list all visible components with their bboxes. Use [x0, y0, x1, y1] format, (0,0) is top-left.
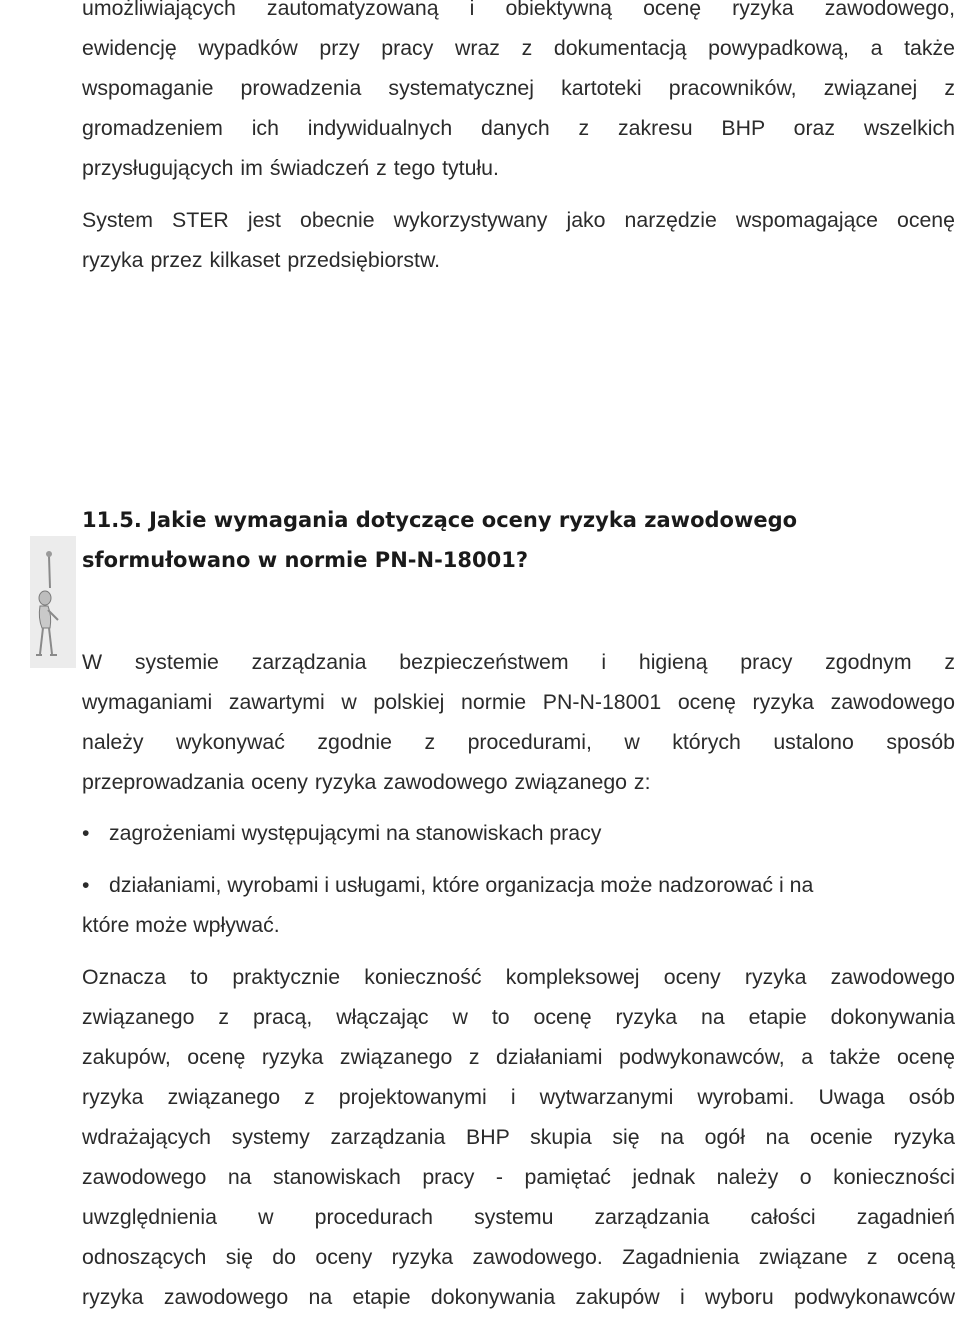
text-line: umożliwiających zautomatyzowaną i obiektywną ocenę ryzyka zawodowego, — [82, 0, 955, 20]
text-line: zawodowego na stanowiskach pracy - pamiętać jednak należy o konieczności — [82, 1165, 955, 1189]
intro-paragraph — [82, 0, 955, 188]
body-paragraph — [82, 642, 955, 802]
text-line: System STER jest obecnie wykorzystywany jako narzędzie wspomagające ocenę — [82, 208, 955, 232]
text-line: wdrażających systemy zarządzania BHP skupia się na ogół na ocenie ryzyka — [82, 1125, 955, 1149]
bullet-list — [82, 813, 955, 853]
text-line: odnoszących się do oceny ryzyka zawodowego. Zagadnienia związane z oceną — [82, 1245, 955, 1269]
text-line: związanego z pracą, włączając w to ocenę ryzyka na etapie dokonywania — [82, 1005, 955, 1029]
text-line: wspomaganie prowadzenia systematycznej kartoteki pracowników, związanej z — [82, 76, 955, 100]
text-line: ewidencję wypadków przy pracy wraz z dokumentacją powypadkową, a także — [82, 36, 955, 60]
section-heading-line: 11.5. Jakie wymagania dotyczące oceny ryzyka zawodowego — [82, 508, 798, 532]
section-heading-line: sformułowano w normie PN-N-18001? — [82, 548, 529, 572]
text-line: przysługujących im świadczeń z tego tytułu. — [82, 156, 499, 180]
stick-figure-icon — [30, 536, 76, 668]
bullet-list — [82, 865, 955, 945]
bullet-icon: • — [82, 873, 90, 897]
list-item — [82, 813, 955, 853]
text-line: wymaganiami zawartymi w polskiej normie PN-N-18001 ocenę ryzyka zawodowego — [82, 690, 955, 714]
text-line: W systemie zarządzania bezpieczeństwem i higieną pracy zgodnym z — [82, 650, 955, 674]
ster-paragraph — [82, 200, 955, 280]
margin-figure-illustration — [30, 536, 76, 668]
section-heading — [82, 500, 955, 580]
text-line: zakupów, ocenę ryzyka związanego z działaniami podwykonawców, a także ocenę — [82, 1045, 955, 1069]
list-item-continuation — [82, 905, 955, 945]
list-item-text: które może wpływać. — [82, 913, 280, 937]
list-item-text: działaniami, wyrobami i usługami, które organizacja może nadzorować i na — [109, 873, 814, 897]
text-line: przeprowadzania oceny ryzyka zawodowego związanego z: — [82, 770, 651, 794]
text-line: Oznacza to praktycznie konieczność kompleksowej oceny ryzyka zawodowego — [82, 965, 955, 989]
text-line: ryzyka zawodowego na etapie dokonywania zakupów i wyboru podwykonawców — [82, 1285, 955, 1309]
list-item — [82, 865, 955, 905]
text-line: należy wykonywać zgodnie z procedurami, w których ustalono sposób — [82, 730, 955, 754]
body-paragraph — [82, 957, 955, 1317]
list-item-text: zagrożeniami występującymi na stanowiskach pracy — [109, 821, 602, 845]
text-line: ryzyka związanego z projektowanymi i wytwarzanymi wyrobami. Uwaga osób — [82, 1085, 955, 1109]
text-line: ryzyka przez kilkaset przedsiębiorstw. — [82, 248, 441, 272]
text-line: uwzględnienia w procedurach systemu zarządzania całości zagadnień — [82, 1205, 955, 1229]
bullet-icon: • — [82, 821, 90, 845]
text-line: gromadzeniem ich indywidualnych danych z zakresu BHP oraz wszelkich — [82, 116, 955, 140]
